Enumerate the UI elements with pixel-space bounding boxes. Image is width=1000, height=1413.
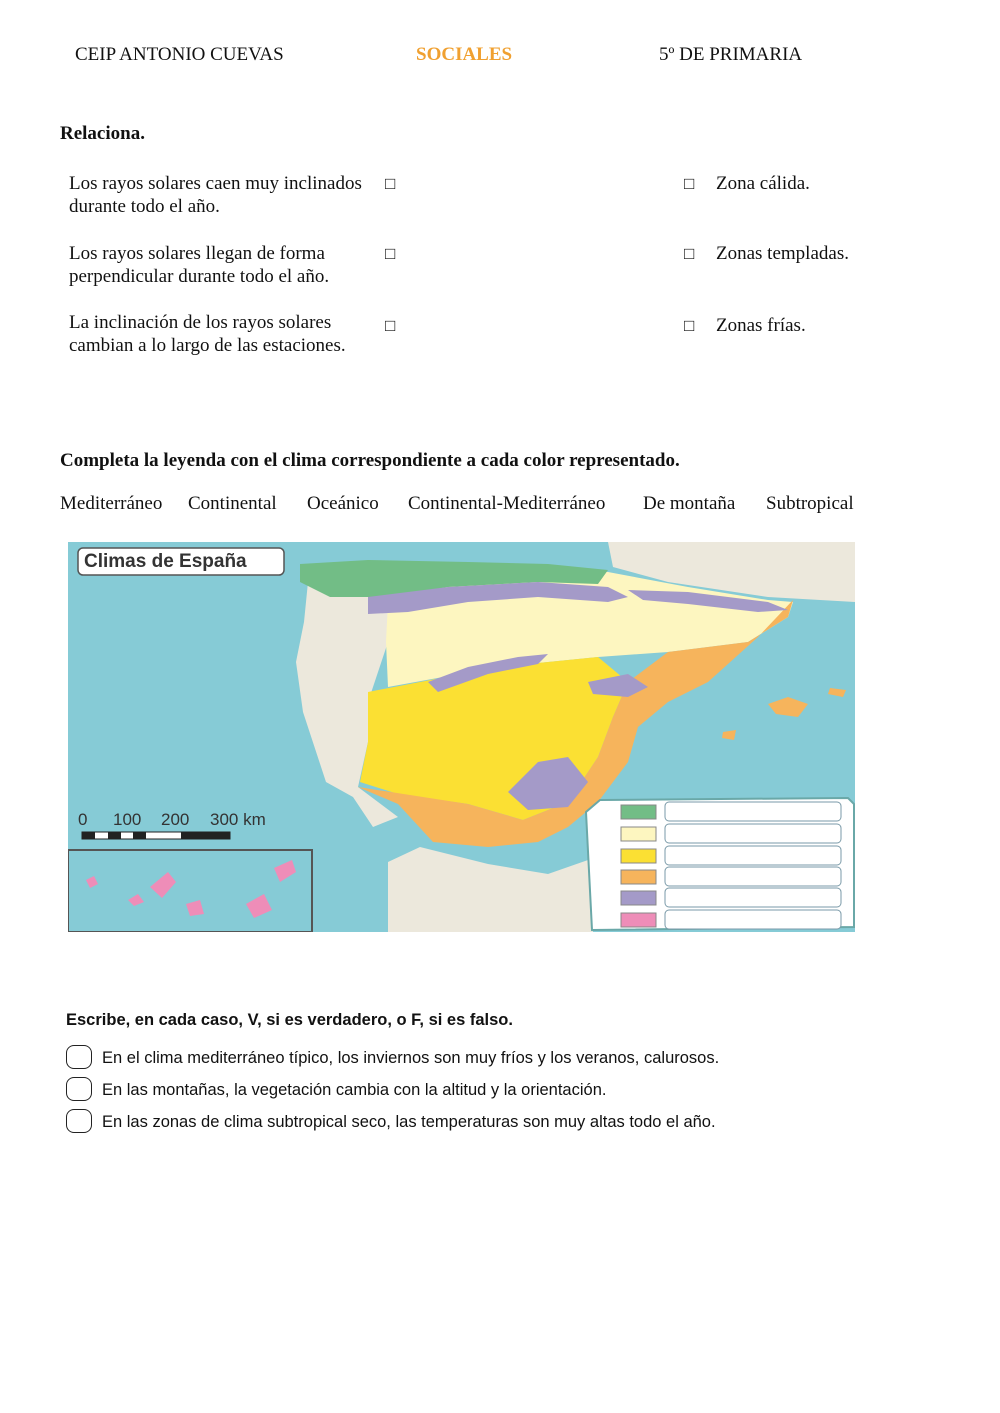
match-right-checkbox[interactable]: □ [684,174,695,193]
legend-swatch [621,913,656,927]
legend-input[interactable] [665,846,841,865]
spain-climate-map [68,542,855,932]
legend-input[interactable] [665,824,841,843]
match-left-checkbox[interactable]: □ [385,174,396,193]
legend-swatch [621,870,656,884]
scale-bar [82,832,230,839]
match-left-item: Los rayos solares llegan de forma perpendicular durante todo el año. [69,243,330,287]
map-title: Climas de España [84,551,247,572]
word-bank-item: Subtropical [766,493,854,514]
match-left-item: Los rayos solares caen muy inclinados durante todo el año. [69,173,362,217]
legend-input[interactable] [665,867,841,886]
statement-text: En el clima mediterráneo típico, los inviernos son muy fríos y los veranos, calurosos. [102,1049,720,1067]
word-bank-item: Oceánico [307,493,379,514]
legend-heading: Completa la leyenda con el clima correspondiente a cada color representado. [60,450,680,471]
legend-swatch [621,891,656,905]
match-right-item: Zona cálida. [716,173,810,194]
match-right-item: Zonas frías. [716,315,806,336]
match-right-checkbox[interactable]: □ [684,244,695,263]
word-bank-item: Continental-Mediterráneo [408,493,606,514]
word-bank-item: De montaña [643,493,736,514]
legend-input[interactable] [665,910,841,929]
scale-label: 300 km [210,810,266,829]
canary-islands-inset [68,850,312,932]
legend-swatch [621,849,656,863]
map-legend [586,798,854,930]
match-left-checkbox[interactable]: □ [385,316,396,335]
legend-input[interactable] [665,802,841,821]
match-left-checkbox[interactable]: □ [385,244,396,263]
scale-label: 100 [113,810,142,829]
school-name: CEIP ANTONIO CUEVAS [75,44,284,65]
word-bank-item: Mediterráneo [60,493,163,514]
statement-text: En las zonas de clima subtropical seco, las temperaturas son muy altas todo el año. [102,1113,716,1131]
legend-swatch [621,827,656,841]
statement-text: En las montañas, la vegetación cambia con la altitud y la orientación. [102,1081,607,1099]
match-right-checkbox[interactable]: □ [684,316,695,335]
legend-swatch [621,805,656,819]
match-right-item: Zonas templadas. [716,243,849,264]
grade-label: 5º DE PRIMARIA [659,44,803,65]
legend-input[interactable] [665,888,841,907]
word-bank-item: Continental [188,493,277,514]
answer-box[interactable] [66,1109,92,1133]
true-false-heading: Escribe, en cada caso, V, si es verdadero, o F, si es falso. [66,1011,513,1029]
scale-label: 0 [78,810,88,829]
subject-title: SOCIALES [416,44,513,65]
scale-label: 200 [161,810,190,829]
answer-box[interactable] [66,1045,92,1069]
answer-box[interactable] [66,1077,92,1101]
relaciona-heading: Relaciona. [60,123,145,144]
match-left-item: La inclinación de los rayos solares cambian a lo largo de las estaciones. [69,312,346,356]
